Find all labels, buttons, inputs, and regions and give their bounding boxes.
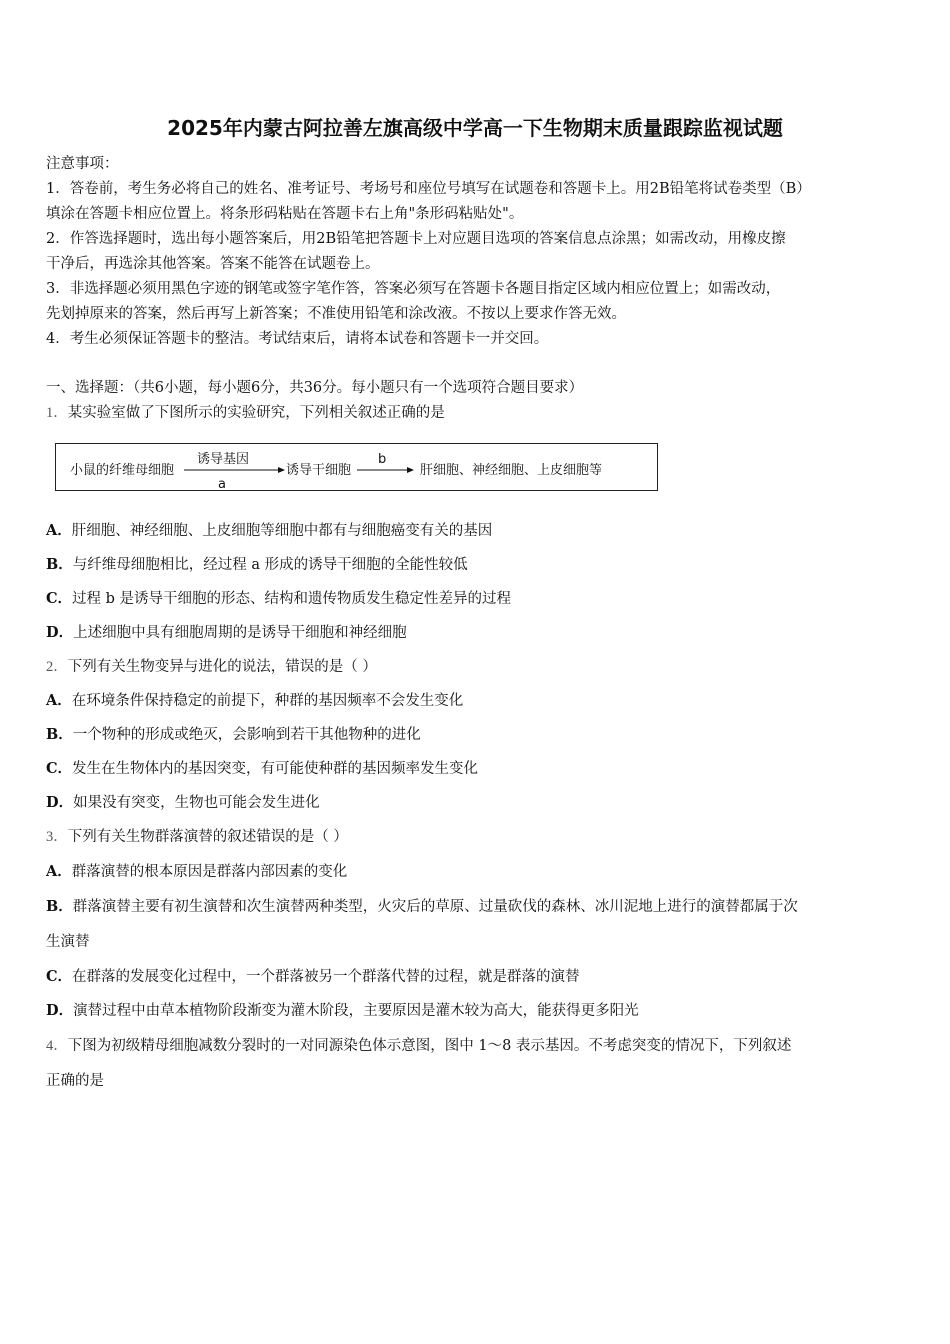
question-4	[46, 1034, 791, 1055]
option-label: D．	[46, 624, 74, 641]
section-heading: 一、选择题：（共6小题，每小题6分，共36分。每小题只有一个选项符合题目要求）	[46, 380, 584, 396]
option-3b-continued	[46, 930, 90, 951]
diagram-middle: 诱导干细胞	[286, 463, 352, 478]
option-label: C．	[46, 760, 73, 777]
question-stem: 下列有关生物群落演替的叙述错误的是（ ）	[67, 829, 348, 845]
question-stem: 下图为初级精母细胞减数分裂时的一对同源染色体示意图，图中 1～8 表示基因。不考虑突变的情况下，下列叙述	[67, 1038, 792, 1054]
page-title: 2025年内蒙古阿拉善左旗高级中学高一下生物期末质量跟踪监视试题	[167, 116, 783, 140]
diagram-start: 小鼠的纤维母细胞	[70, 463, 175, 478]
arrow-a-bottom-label: a	[218, 477, 226, 492]
option-text: 群落演替的根本原因是群落内部因素的变化	[71, 864, 348, 880]
option-1d	[46, 621, 407, 642]
option-text: 上述细胞中具有细胞周期的是诱导干细胞和神经细胞	[73, 625, 407, 641]
notice-line: 1．答卷前，考生务必将自己的姓名、准考证号、考场号和座位号填写在试题卷和答题卡上。用2B铅笔将试卷类型（B）	[46, 181, 811, 197]
flow-diagram	[55, 443, 658, 491]
option-1b	[46, 553, 468, 574]
option-label: D．	[46, 1002, 74, 1019]
option-text: 过程 b 是诱导干细胞的形态、结构和遗传物质发生稳定性差异的过程	[72, 591, 512, 607]
option-3c	[46, 965, 580, 986]
option-text: 一个物种的形成或绝灭，会影响到若干其他物种的进化	[72, 727, 421, 743]
notice-line: 干净后，再选涂其他答案。答案不能答在试题卷上。	[46, 256, 380, 272]
notice-heading: 注意事项：	[46, 156, 119, 172]
notice-line: 4．考生必须保证答题卡的整洁。考试结束后，请将本试卷和答题卡一并交回。	[46, 331, 549, 347]
question-stem: 某实验室做了下图所示的实验研究，下列相关叙述正确的是	[67, 405, 445, 421]
question-1	[46, 401, 445, 422]
option-text: 发生在生物体内的基因突变，有可能使种群的基因频率发生变化	[72, 761, 479, 777]
option-label: B．	[46, 898, 73, 915]
question-2	[46, 655, 377, 676]
option-text: 群落演替主要有初生演替和次生演替两种类型，火灾后的草原、过量砍伐的森林、冰川泥地上进行的演替都属于次	[72, 899, 798, 915]
arrow-a-top-label: 诱导基因	[197, 452, 250, 467]
option-text: 在环境条件保持稳定的前提下，种群的基因频率不会发生变化	[71, 693, 464, 709]
option-text: 在群落的发展变化过程中，一个群落被另一个群落代替的过程，就是群落的演替	[72, 969, 580, 985]
question-number: 3．	[46, 829, 68, 845]
option-text: 如果没有突变，生物也可能会发生进化	[73, 795, 320, 811]
option-3a	[46, 860, 347, 881]
option-label: A．	[46, 863, 72, 880]
option-2d	[46, 791, 320, 812]
option-text: 生演替	[46, 934, 90, 950]
notice-line: 先划掉原来的答案，然后再写上新答案；不准使用铅笔和涂改液。不按以上要求作答无效。	[46, 306, 626, 322]
option-label: C．	[46, 590, 73, 607]
notice-line: 2．作答选择题时，选出每小题答案后，用2B铅笔把答题卡上对应题目选项的答案信息点涂黑；如需改动，用橡皮擦	[46, 231, 786, 247]
option-text: 与纤维母细胞相比，经过程 a 形成的诱导干细胞的全能性较低	[72, 557, 468, 573]
option-3d	[46, 999, 639, 1020]
option-label: A．	[46, 522, 72, 539]
option-label: C．	[46, 968, 73, 985]
diagram-end: 肝细胞、神经细胞、上皮细胞等	[420, 463, 603, 478]
option-2c	[46, 757, 478, 778]
notice-line: 填涂在答题卡相应位置上。将条形码粘贴在答题卡右上角"条形码粘贴处"。	[46, 206, 524, 222]
option-1a	[46, 519, 492, 540]
question-4-continued: 正确的是	[46, 1073, 104, 1089]
question-3	[46, 825, 348, 846]
option-3b	[46, 895, 798, 916]
option-label: A．	[46, 692, 72, 709]
option-label: B．	[46, 556, 73, 573]
option-1c	[46, 587, 511, 608]
notice-line: 3．非选择题必须用黑色字迹的钢笔或签字笔作答，答案必须写在答题卡各题目指定区域内相应位置上；如需改动，	[46, 281, 781, 297]
question-number: 2．	[46, 659, 68, 675]
question-number: 4．	[46, 1038, 68, 1054]
option-2a	[46, 689, 463, 710]
question-number: 1．	[46, 405, 68, 421]
option-label: B．	[46, 726, 73, 743]
arrow-b-top-label: b	[378, 452, 387, 467]
flow-diagram-svg	[56, 444, 659, 492]
option-text: 肝细胞、神经细胞、上皮细胞等细胞中都有与细胞癌变有关的基因	[71, 523, 493, 539]
option-text: 演替过程中由草本植物阶段渐变为灌木阶段，主要原因是灌木较为高大，能获得更多阳光	[73, 1003, 639, 1019]
question-stem: 下列有关生物变异与进化的说法，错误的是（ ）	[67, 659, 377, 675]
option-2b	[46, 723, 421, 744]
option-label: D．	[46, 794, 74, 811]
